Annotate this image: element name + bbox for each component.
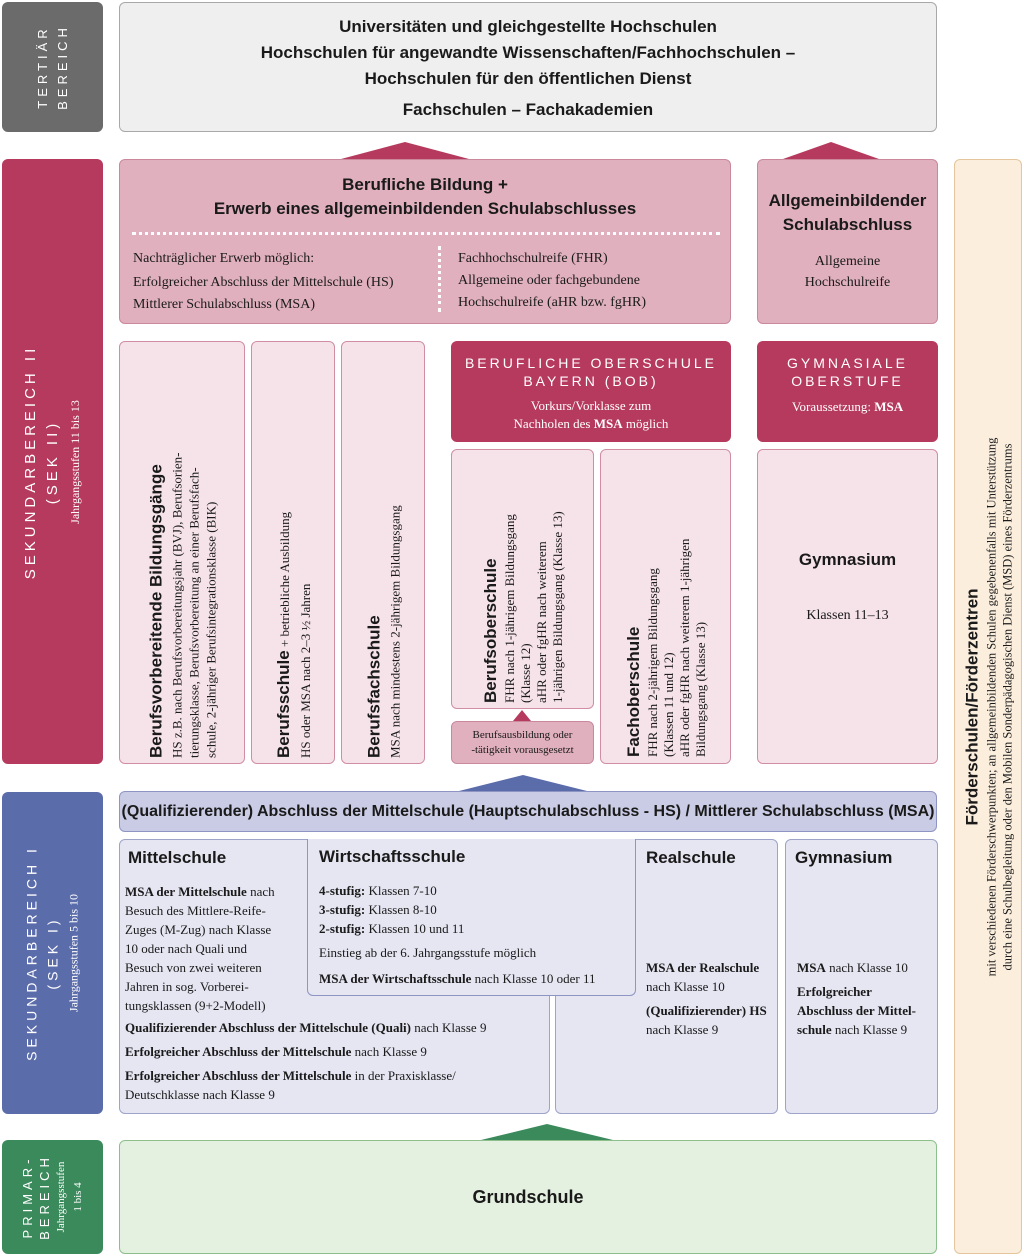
ms-p1a: MSA der Mittelschule — [125, 884, 247, 899]
g1-l4b: nach Klasse 9 — [831, 1022, 908, 1037]
ms-p3b: nach Klasse 9 — [351, 1044, 427, 1059]
bb-divider — [132, 232, 720, 235]
wirtschaftsschule-box — [307, 839, 636, 996]
bb-title1: Berufliche Bildung + — [342, 175, 508, 194]
g1-title: Gymnasium — [795, 848, 893, 867]
fos-line3: aHR oder fgHR nach weiterem 1-jährigen — [676, 538, 692, 757]
tertiary-band — [2, 2, 103, 132]
ws-r3b: Klassen 10 und 11 — [365, 921, 465, 936]
bvg-title: Berufsvorbereitende Bildungsgänge — [146, 463, 166, 758]
bb-left1: Nachträglicher Erwerb möglich: — [133, 251, 315, 266]
berufsoberschule-box — [451, 449, 594, 709]
ms-p1-l3: 10 oder nach Quali und — [125, 941, 248, 956]
rs-l2: nach Klasse 10 — [646, 979, 725, 994]
fachoberschule-box — [600, 449, 731, 764]
g1-l4a: schule — [797, 1022, 832, 1037]
g1-l1b: nach Klasse 10 — [825, 960, 908, 975]
ms-title: Mittelschule — [128, 848, 227, 867]
g1-l3: Abschluss der Mittel- — [797, 1003, 916, 1018]
bos-line4: 1-jährigen Bildungsgang (Klasse 13) — [549, 511, 565, 703]
bb-right1: Fachhochschulreife (FHR) — [458, 251, 608, 266]
allg-title2: Schulabschluss — [782, 215, 913, 234]
foerder-line1: mit verschiedenen Förderschwerpunkten; an allgemeinbildenden Schulen gegebenenfalls mit Unterstützung — [984, 437, 999, 976]
allgemein-box — [757, 159, 938, 324]
tertiary-line4: Fachschulen – Fachakademien — [402, 100, 654, 119]
arrow-up-icon — [783, 142, 879, 159]
primary-band-line1: PRIMAR- — [19, 1155, 35, 1239]
ws-r5a: MSA der Wirtschaftsschule — [319, 971, 472, 986]
gymob-sub-a: Voraussetzung: — [791, 399, 875, 414]
sek2-band-line1: SEKUNDARBEREICH II — [21, 344, 39, 579]
tertiary-band-line2: BEREICH — [54, 24, 70, 110]
ms-p1-l1: Besuch des Mittlere-Reife- — [125, 903, 266, 918]
sek2-band-line2: (SEK II) — [43, 419, 61, 504]
bb-right3: Hochschulreife (aHR bzw. fgHR) — [458, 295, 647, 310]
bb-vdivider — [438, 246, 441, 312]
rs-l3: (Qualifizierender) HS — [646, 1003, 767, 1018]
primary-band-line2: BEREICH — [36, 1154, 52, 1240]
bos-requirement-box — [451, 721, 594, 764]
ws-r2b: Klassen 8-10 — [365, 902, 437, 917]
bos-title: Berufsoberschule — [480, 558, 500, 703]
sek2-band — [2, 159, 103, 764]
bob-sub1: Vorkurs/Vorklasse zum — [530, 398, 652, 413]
sek2-band-sub: Jahrgangsstufen 11 bis 13 — [67, 399, 82, 524]
tertiary-band-line1: TERTIÄR — [34, 25, 50, 109]
bs-title-suffix: + betriebliche Ausbildung — [277, 511, 292, 650]
ms-p1-l5: Jahren in sog. Vorberei- — [125, 979, 249, 994]
grundschule-box: Grundschule — [119, 1140, 937, 1254]
bb-title2: Erwerb eines allgemeinbildenden Schulabschlusses — [213, 199, 637, 218]
g1-l2: Erfolgreicher — [797, 984, 872, 999]
rs-l1: MSA der Realschule — [646, 960, 760, 975]
ms-p4c: Deutschklasse nach Klasse 9 — [125, 1087, 275, 1102]
primary-band-sub1: Jahrgangsstufen — [54, 1161, 67, 1233]
bob-title1: BERUFLICHE OBERSCHULE — [464, 355, 718, 371]
bs-line1: HS oder MSA nach 2–3 ½ Jahren — [298, 583, 313, 758]
ms-p1-l2: Zuges (M-Zug) nach Klasse — [125, 922, 272, 937]
ms-p1-l6: tungsklassen (9+2-Modell) — [125, 998, 266, 1013]
gymob-sub-b: MSA — [874, 399, 904, 414]
sek1-band-line2: (SEK I) — [44, 916, 60, 990]
sek1-band — [2, 792, 103, 1114]
bob-box — [451, 341, 731, 442]
sek1-banner: (Qualifizierender) Abschluss der Mittelschule (Hauptschulabschluss - HS) / Mittlerer Schulabschluss (MSA) — [119, 791, 937, 832]
ms-p1-l4: Besuch von zwei weiteren — [125, 960, 262, 975]
gymob-title2: OBERSTUFE — [791, 373, 904, 389]
ms-p2a: Qualifizierender Abschluss der Mittelschule (Quali) — [125, 1020, 411, 1035]
g1-l1a: MSA — [797, 960, 826, 975]
allg-sub2: Hochschulreife — [804, 275, 891, 290]
ms-p4a: Erfolgreicher Abschluss der Mittelschule — [125, 1068, 352, 1083]
primary-band — [2, 1140, 103, 1254]
fos-line1: FHR nach 2-jährigem Bildungsgang — [644, 567, 660, 757]
bvg-box — [119, 341, 245, 764]
allg-title1: Allgemeinbildender — [768, 191, 927, 210]
bob-sub2b: MSA — [593, 416, 623, 431]
bos-line1: FHR nach 1-jährigem Bildungsgang — [501, 514, 517, 703]
bos-req2: -tätigkeit vorausgesetzt — [471, 744, 574, 756]
ws-r3a: 2-stufig: — [319, 921, 366, 936]
ms-p3a: Erfolgreicher Abschluss der Mittelschule — [125, 1044, 352, 1059]
gymnasium-sek1-box — [785, 839, 938, 1114]
berufsfachschule-box — [341, 341, 425, 764]
allg-sub1: Allgemeine — [814, 254, 881, 269]
bb-left3: Mittlerer Schulabschluss (MSA) — [133, 297, 315, 312]
fos-line4: Bildungsgang (Klasse 13) — [692, 621, 708, 757]
bs-title: Berufsschule — [274, 649, 293, 758]
berufsschule-box — [251, 341, 335, 764]
sek1-band-sub: Jahrgangsstufen 5 bis 10 — [66, 893, 80, 1013]
ws-title: Wirtschaftsschule — [319, 847, 466, 866]
fos-title: Fachoberschule — [623, 626, 643, 757]
ms-p4b: in der Praxisklasse/ — [351, 1068, 456, 1083]
arrow-up-icon — [513, 710, 531, 721]
tertiary-line3: Hochschulen für den öffentlichen Dienst — [364, 69, 692, 88]
bvg-line2: tierungsklasse, Berufsvorbereitung an einer Berufsfach- — [186, 466, 202, 758]
gym2-sub: Klassen 11–13 — [806, 608, 889, 623]
foerder-line2: durch eine Schulbegleitung oder den Mobilen Sonderpädagogischen Dienst (MSD) eines Förderzentrums — [1000, 443, 1015, 970]
primary-band-sub2: 1 bis 4 — [71, 1182, 84, 1212]
bob-sub2c: möglich — [622, 416, 669, 431]
fos-line2: (Klassen 11 und 12) — [660, 651, 676, 757]
bfs-title: Berufsfachschule — [364, 614, 384, 758]
tertiary-line1: Universitäten und gleichgestellte Hochschulen — [339, 17, 717, 36]
bb-right2: Allgemeine oder fachgebundene — [458, 273, 640, 288]
gym2-title: Gymnasium — [798, 550, 897, 569]
ms-p1-l0: nach — [246, 884, 275, 899]
bb-left2: Erfolgreicher Abschluss der Mittelschule (HS) — [133, 275, 394, 290]
sek1-band-line1: SEKUNDARBEREICH I — [23, 845, 39, 1061]
bvg-line3: schule, 2-jähriger Berufsintegrationsklasse (BIK) — [203, 501, 219, 758]
bos-line3: aHR oder fgHR nach weiterem — [533, 541, 549, 703]
bob-sub2a: Nachholen des — [513, 416, 594, 431]
tertiary-box — [119, 2, 937, 132]
arrow-up-icon — [341, 142, 469, 159]
arrow-up-icon — [481, 1124, 613, 1140]
ws-r1a: 4-stufig: — [319, 883, 366, 898]
bob-title2: BAYERN (BOB) — [523, 373, 659, 389]
bvg-line1: HS z.B. nach Berufsvorbereitungsjahr (BVJ), Berufsorien- — [169, 452, 185, 758]
bos-line2: (Klasse 12) — [517, 643, 533, 703]
rs-title: Realschule — [646, 848, 736, 867]
ms-p2b: nach Klasse 9 — [411, 1020, 487, 1035]
ws-r1b: Klassen 7-10 — [365, 883, 437, 898]
foerderschulen-box — [954, 159, 1022, 1254]
gymob-title1: GYMNASIALE — [786, 355, 909, 371]
arrow-up-icon — [459, 775, 587, 791]
berufliche-bildung-box — [119, 159, 731, 324]
gym-oberstufe-box — [757, 341, 938, 442]
bfs-line1: MSA nach mindestens 2-jährigem Bildungsgang — [387, 504, 403, 758]
bos-req1: Berufsausbildung oder — [472, 729, 573, 741]
ws-r4: Einstieg ab der 6. Jahrgangsstufe möglich — [319, 945, 537, 960]
foerder-title: Förderschulen/Förderzentren — [962, 587, 982, 826]
ws-r5b: nach Klasse 10 oder 11 — [471, 971, 596, 986]
tertiary-line2: Hochschulen für angewandte Wissenschaften/Fachhochschulen – — [260, 43, 796, 62]
ws-r2a: 3-stufig: — [319, 902, 366, 917]
gymnasium-sek2-box — [757, 449, 938, 764]
rs-l4: nach Klasse 9 — [646, 1022, 719, 1037]
